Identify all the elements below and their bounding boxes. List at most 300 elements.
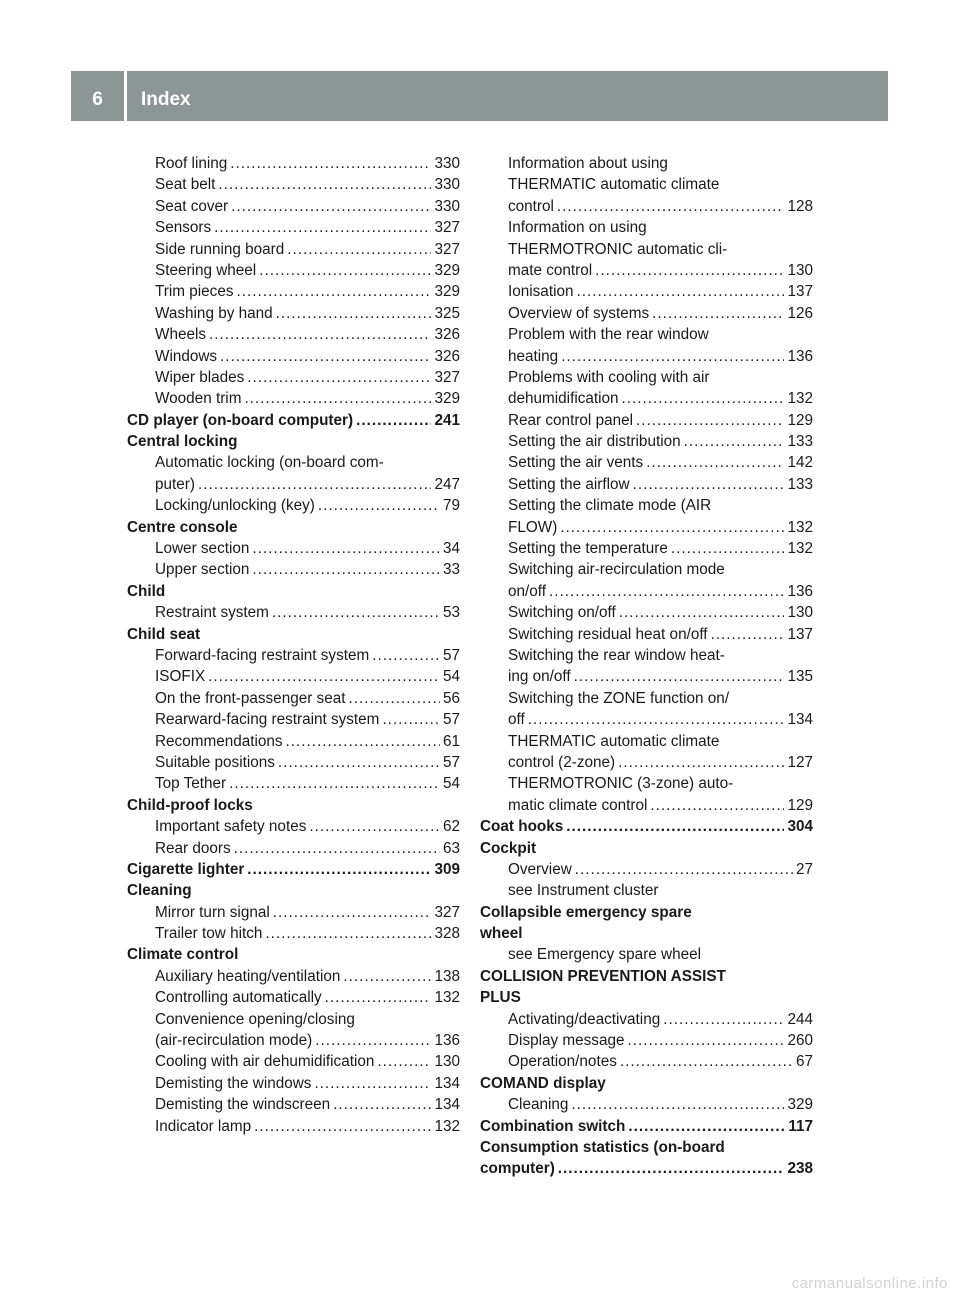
entry-text: Mirror turn signal bbox=[155, 903, 270, 921]
dot-leader bbox=[218, 174, 431, 195]
index-entry bbox=[127, 923, 460, 944]
page-ref: 327 bbox=[434, 903, 460, 921]
dot-leader bbox=[343, 966, 431, 987]
index-entry bbox=[480, 174, 813, 195]
entry-text: Auxiliary heating/ventilation bbox=[155, 967, 341, 985]
index-entry bbox=[127, 666, 460, 687]
dot-leader bbox=[244, 388, 431, 409]
page-ref: 54 bbox=[442, 775, 460, 793]
index-entry bbox=[480, 880, 813, 901]
index-entry bbox=[127, 153, 460, 174]
page-ref: 134 bbox=[787, 711, 813, 729]
dot-leader bbox=[272, 602, 440, 623]
dot-leader bbox=[220, 346, 431, 367]
dot-leader bbox=[208, 666, 440, 687]
entry-text: Rear doors bbox=[155, 839, 231, 857]
dot-leader bbox=[652, 303, 784, 324]
page-ref: 137 bbox=[787, 625, 813, 643]
entry-text: Information about using bbox=[508, 155, 668, 172]
entry-text: PLUS bbox=[480, 989, 521, 1007]
dot-leader bbox=[214, 217, 431, 238]
entry-text: Collapsible emergency spare bbox=[480, 903, 692, 921]
entry-text: Rear control panel bbox=[508, 411, 633, 429]
entry-text: Centre console bbox=[127, 518, 238, 536]
index-entry bbox=[480, 260, 813, 281]
dot-leader bbox=[622, 388, 785, 409]
index-column-right bbox=[480, 153, 813, 1180]
dot-leader bbox=[325, 987, 432, 1008]
entry-text: Washing by hand bbox=[155, 304, 273, 322]
page-ref: 329 bbox=[787, 1096, 813, 1114]
dot-leader bbox=[333, 1094, 431, 1115]
entry-text: Upper section bbox=[155, 561, 250, 579]
dot-leader bbox=[265, 923, 431, 944]
index-heading bbox=[480, 1158, 813, 1179]
entry-text: Lower section bbox=[155, 540, 250, 558]
dot-leader bbox=[377, 1051, 431, 1072]
entry-text: Roof lining bbox=[155, 155, 228, 172]
page-ref: 244 bbox=[787, 1010, 813, 1028]
entry-text: Cooling with air dehumidification bbox=[155, 1053, 375, 1071]
page-ref: 136 bbox=[787, 582, 813, 600]
page-ref: 326 bbox=[434, 326, 460, 344]
entry-text: THERMOTRONIC (3-zone) auto- bbox=[508, 775, 734, 793]
entry-text: Automatic locking (on-board com- bbox=[155, 454, 384, 472]
dot-leader bbox=[528, 709, 785, 730]
dot-leader bbox=[650, 795, 784, 816]
entry-text: Windows bbox=[155, 347, 218, 365]
dot-leader bbox=[230, 153, 431, 174]
entry-text: dehumidification bbox=[508, 390, 619, 408]
index-heading bbox=[127, 581, 460, 602]
index-entry bbox=[127, 731, 460, 752]
index-entry bbox=[480, 196, 813, 217]
index-entry bbox=[480, 153, 813, 174]
dot-leader bbox=[576, 281, 784, 302]
page-ref: 130 bbox=[787, 261, 813, 279]
entry-text: THERMATIC automatic climate bbox=[508, 176, 720, 194]
index-entry bbox=[127, 281, 460, 302]
index-entry bbox=[127, 559, 460, 580]
dot-leader bbox=[619, 602, 785, 623]
index-entry bbox=[127, 538, 460, 559]
page-ref: 127 bbox=[787, 753, 813, 771]
entry-text: Forward-facing restraint system bbox=[155, 646, 370, 664]
index-header-bar bbox=[71, 71, 888, 121]
dot-leader bbox=[236, 281, 431, 302]
index-entry bbox=[480, 1030, 813, 1051]
dot-leader bbox=[574, 666, 785, 687]
entry-text: Sensors bbox=[155, 219, 212, 237]
dot-leader bbox=[382, 709, 440, 730]
entry-text: (air-recirculation mode) bbox=[155, 1032, 313, 1050]
entry-text: Operation/notes bbox=[508, 1053, 617, 1071]
index-entry bbox=[480, 602, 813, 623]
dot-leader bbox=[627, 1030, 784, 1051]
dot-leader bbox=[252, 538, 440, 559]
entry-text: Demisting the windows bbox=[155, 1074, 312, 1092]
page-ref: 330 bbox=[434, 197, 460, 215]
dot-leader bbox=[286, 731, 440, 752]
dot-leader bbox=[636, 410, 784, 431]
entry-text: Wiper blades bbox=[155, 368, 245, 386]
index-heading bbox=[127, 795, 460, 816]
header-divider bbox=[124, 71, 127, 121]
index-entry bbox=[480, 645, 813, 666]
watermark: carmanualsonline.info bbox=[791, 1275, 948, 1292]
dot-leader bbox=[315, 1030, 431, 1051]
index-entry bbox=[127, 474, 460, 495]
entry-text: Climate control bbox=[127, 946, 239, 964]
index-entry bbox=[127, 1094, 460, 1115]
index-heading bbox=[480, 838, 813, 859]
dot-leader bbox=[571, 1094, 784, 1115]
entry-text: Steering wheel bbox=[155, 261, 257, 279]
entry-text: Setting the climate mode (AIR bbox=[508, 497, 712, 515]
page-ref: 134 bbox=[434, 1096, 460, 1114]
entry-text: Problems with cooling with air bbox=[508, 368, 710, 386]
dot-leader bbox=[229, 773, 440, 794]
index-entry bbox=[480, 1009, 813, 1030]
page-ref: 328 bbox=[434, 925, 460, 943]
page-ref: 330 bbox=[434, 155, 460, 172]
index-entry bbox=[480, 281, 813, 302]
entry-text: Setting the airflow bbox=[508, 475, 630, 493]
page-ref: 57 bbox=[442, 711, 460, 729]
page-ref: 133 bbox=[787, 433, 813, 451]
index-entry bbox=[480, 474, 813, 495]
dot-leader bbox=[372, 645, 440, 666]
index-entry bbox=[480, 624, 813, 645]
dot-leader bbox=[259, 260, 431, 281]
dot-leader bbox=[663, 1009, 784, 1030]
index-entry bbox=[127, 966, 460, 987]
entry-text: Switching on/off bbox=[508, 604, 616, 622]
page-ref: 56 bbox=[442, 689, 460, 707]
page-ref: 325 bbox=[434, 304, 460, 322]
page-number: 6 bbox=[92, 89, 103, 110]
entry-text: Switching the rear window heat- bbox=[508, 646, 725, 664]
entry-text: wheel bbox=[480, 925, 523, 943]
index-entry bbox=[480, 388, 813, 409]
dot-leader bbox=[348, 688, 440, 709]
entry-text: ISOFIX bbox=[155, 668, 206, 686]
entry-text: Combination switch bbox=[480, 1117, 626, 1135]
entry-text: see Instrument cluster bbox=[508, 882, 659, 900]
entry-text: Coat hooks bbox=[480, 818, 564, 836]
entry-text: Overview of systems bbox=[508, 304, 650, 322]
page-ref: 33 bbox=[442, 561, 460, 579]
entry-text: see Emergency spare wheel bbox=[508, 946, 702, 964]
index-entry bbox=[480, 517, 813, 538]
page-ref: 327 bbox=[434, 219, 460, 237]
page-ref: 129 bbox=[787, 411, 813, 429]
entry-text: puter) bbox=[155, 475, 195, 493]
index-heading bbox=[127, 624, 460, 645]
dot-leader bbox=[711, 624, 785, 645]
entry-text: Convenience opening/closing bbox=[155, 1010, 355, 1028]
dot-leader bbox=[549, 581, 784, 602]
entry-text: Central locking bbox=[127, 433, 238, 451]
index-entry bbox=[480, 495, 813, 516]
dot-leader bbox=[198, 474, 432, 495]
index-entry bbox=[480, 239, 813, 260]
index-entry bbox=[127, 495, 460, 516]
index-entry bbox=[480, 538, 813, 559]
index-entry bbox=[127, 367, 460, 388]
entry-text: Setting the air vents bbox=[508, 454, 644, 472]
index-heading bbox=[127, 431, 460, 452]
index-entry bbox=[480, 688, 813, 709]
index-entry bbox=[480, 709, 813, 730]
entry-text: Seat cover bbox=[155, 197, 229, 215]
entry-text: Controlling automatically bbox=[155, 989, 322, 1007]
dot-leader bbox=[560, 517, 784, 538]
index-entry bbox=[127, 773, 460, 794]
index-heading bbox=[127, 517, 460, 538]
index-entry bbox=[480, 346, 813, 367]
page-ref: 329 bbox=[434, 261, 460, 279]
page-ref: 130 bbox=[787, 604, 813, 622]
entry-text: Top Tether bbox=[155, 775, 227, 793]
dot-leader bbox=[561, 346, 784, 367]
entry-text: Activating/deactivating bbox=[508, 1010, 661, 1028]
dot-leader bbox=[671, 538, 785, 559]
dot-leader bbox=[231, 196, 431, 217]
page-ref: 309 bbox=[434, 860, 460, 878]
page-ref: 329 bbox=[434, 283, 460, 301]
entry-text: Indicator lamp bbox=[155, 1117, 252, 1135]
page-ref: 54 bbox=[442, 668, 460, 686]
index-entry bbox=[127, 1030, 460, 1051]
index-entry bbox=[127, 645, 460, 666]
entry-text: ing on/off bbox=[508, 668, 571, 686]
entry-text: Important safety notes bbox=[155, 818, 307, 836]
page-ref: 53 bbox=[442, 604, 460, 622]
index-entry bbox=[127, 174, 460, 195]
dot-leader bbox=[628, 1116, 785, 1137]
index-entry bbox=[127, 217, 460, 238]
index-heading bbox=[480, 902, 813, 923]
dot-leader bbox=[314, 1073, 431, 1094]
entry-text: Suitable positions bbox=[155, 753, 275, 771]
index-entry bbox=[127, 324, 460, 345]
entry-text: Switching the ZONE function on/ bbox=[508, 689, 730, 707]
page-ref: 327 bbox=[434, 240, 460, 258]
entry-text: Seat belt bbox=[155, 176, 216, 194]
dot-leader bbox=[566, 816, 784, 837]
entry-text: Side running board bbox=[155, 240, 285, 258]
index-entry bbox=[480, 559, 813, 580]
dot-leader bbox=[558, 1158, 785, 1179]
index-entry bbox=[480, 795, 813, 816]
index-entry bbox=[480, 410, 813, 431]
dot-leader bbox=[276, 303, 432, 324]
index-entry bbox=[127, 1073, 460, 1094]
index-entry bbox=[480, 944, 813, 965]
index-entry bbox=[480, 1051, 813, 1072]
index-entry bbox=[127, 1116, 460, 1137]
page-ref: 327 bbox=[434, 368, 460, 386]
dot-leader bbox=[247, 859, 431, 880]
dot-leader bbox=[595, 260, 784, 281]
page-ref: 260 bbox=[787, 1032, 813, 1050]
page-ref: 132 bbox=[787, 540, 813, 558]
index-entry bbox=[127, 709, 460, 730]
index-entry bbox=[127, 239, 460, 260]
dot-leader bbox=[309, 816, 440, 837]
dot-leader bbox=[278, 752, 440, 773]
index-entry bbox=[127, 987, 460, 1008]
index-entry bbox=[480, 1094, 813, 1115]
index-heading bbox=[480, 923, 813, 944]
page-ref: 130 bbox=[434, 1053, 460, 1071]
index-column-left bbox=[127, 153, 460, 1137]
entry-text: Ionisation bbox=[508, 283, 574, 301]
index-entry bbox=[127, 196, 460, 217]
page-ref: 238 bbox=[787, 1160, 813, 1178]
page-ref: 132 bbox=[434, 1117, 460, 1135]
entry-text: on/off bbox=[508, 582, 546, 600]
page-ref: 57 bbox=[442, 753, 460, 771]
entry-text: Locking/unlocking (key) bbox=[155, 497, 315, 515]
entry-text: Problem with the rear window bbox=[508, 326, 709, 344]
dot-leader bbox=[209, 324, 431, 345]
entry-text: THERMATIC automatic climate bbox=[508, 732, 720, 750]
index-entry bbox=[127, 902, 460, 923]
page-ref: 247 bbox=[434, 475, 460, 493]
entry-text: Rearward-facing restraint system bbox=[155, 711, 380, 729]
index-entry bbox=[127, 452, 460, 473]
dot-leader bbox=[557, 196, 785, 217]
page-ref: 62 bbox=[442, 818, 460, 836]
dot-leader bbox=[318, 495, 440, 516]
entry-text: COLLISION PREVENTION ASSIST bbox=[480, 967, 726, 985]
entry-text: CD player (on-board computer) bbox=[127, 411, 354, 429]
index-entry bbox=[127, 688, 460, 709]
entry-text: COMAND display bbox=[480, 1074, 606, 1092]
dot-leader bbox=[273, 902, 432, 923]
index-heading bbox=[480, 987, 813, 1008]
page-ref: 117 bbox=[788, 1117, 813, 1135]
entry-text: Information on using bbox=[508, 219, 647, 237]
entry-text: Cigarette lighter bbox=[127, 860, 245, 878]
index-entry bbox=[480, 431, 813, 452]
dot-leader bbox=[633, 474, 785, 495]
page-title: Index bbox=[141, 89, 191, 110]
dot-leader bbox=[646, 452, 784, 473]
entry-text: control (2-zone) bbox=[508, 753, 616, 771]
entry-text: FLOW) bbox=[508, 518, 558, 536]
page-ref: 137 bbox=[787, 283, 813, 301]
page-ref: 128 bbox=[787, 197, 813, 215]
entry-text: Recommendations bbox=[155, 732, 283, 750]
page-ref: 57 bbox=[442, 646, 460, 664]
index-entry bbox=[127, 816, 460, 837]
index-entry bbox=[480, 859, 813, 880]
page-ref: 135 bbox=[787, 668, 813, 686]
entry-text: Switching residual heat on/off bbox=[508, 625, 708, 643]
index-entry bbox=[480, 581, 813, 602]
index-entry bbox=[480, 452, 813, 473]
index-entry bbox=[127, 303, 460, 324]
page-ref: 61 bbox=[442, 732, 460, 750]
index-entry bbox=[127, 838, 460, 859]
page-ref: 132 bbox=[787, 518, 813, 536]
entry-text: Restraint system bbox=[155, 604, 269, 622]
entry-text: Setting the temperature bbox=[508, 540, 668, 558]
entry-text: Setting the air distribution bbox=[508, 433, 681, 451]
index-entry bbox=[480, 324, 813, 345]
entry-text: heating bbox=[508, 347, 559, 365]
entry-text: Switching air-recirculation mode bbox=[508, 561, 725, 579]
page-ref: 34 bbox=[442, 540, 460, 558]
index-entry bbox=[480, 752, 813, 773]
page-ref: 27 bbox=[795, 860, 813, 878]
page-ref: 304 bbox=[787, 818, 813, 836]
index-entry bbox=[480, 367, 813, 388]
index-heading bbox=[480, 966, 813, 987]
index-heading bbox=[127, 410, 460, 431]
page-ref: 67 bbox=[795, 1053, 813, 1071]
entry-text: control bbox=[508, 197, 554, 215]
page-ref: 138 bbox=[434, 967, 460, 985]
page-ref: 126 bbox=[787, 304, 813, 322]
entry-text: Child bbox=[127, 582, 166, 600]
entry-text: Wooden trim bbox=[155, 390, 242, 408]
entry-text: Wheels bbox=[155, 326, 207, 344]
page-ref: 330 bbox=[434, 176, 460, 194]
index-heading bbox=[480, 1116, 813, 1137]
index-heading bbox=[127, 944, 460, 965]
page-ref: 79 bbox=[442, 497, 460, 515]
index-entry bbox=[480, 666, 813, 687]
dot-leader bbox=[620, 1051, 793, 1072]
entry-text: Overview bbox=[508, 860, 572, 878]
dot-leader bbox=[247, 367, 431, 388]
page-ref: 326 bbox=[434, 347, 460, 365]
entry-text: Child seat bbox=[127, 625, 201, 643]
entry-text: Cleaning bbox=[508, 1096, 569, 1114]
index-heading bbox=[127, 880, 460, 901]
index-heading bbox=[480, 816, 813, 837]
page-ref: 132 bbox=[434, 989, 460, 1007]
page-ref: 132 bbox=[787, 390, 813, 408]
dot-leader bbox=[252, 559, 440, 580]
index-entry bbox=[480, 773, 813, 794]
entry-text: Cockpit bbox=[480, 839, 537, 857]
page-ref: 329 bbox=[434, 390, 460, 408]
entry-text: Consumption statistics (on-board bbox=[480, 1138, 725, 1156]
page-ref: 136 bbox=[434, 1032, 460, 1050]
page-ref: 133 bbox=[787, 475, 813, 493]
index-entry bbox=[480, 303, 813, 324]
entry-text: Trailer tow hitch bbox=[155, 925, 263, 943]
page-ref: 241 bbox=[434, 411, 460, 429]
entry-text: computer) bbox=[480, 1160, 555, 1178]
index-heading bbox=[480, 1137, 813, 1158]
page-ref: 134 bbox=[434, 1074, 460, 1092]
index-heading bbox=[127, 859, 460, 880]
index-entry bbox=[127, 1009, 460, 1030]
dot-leader bbox=[254, 1116, 431, 1137]
entry-text: Cleaning bbox=[127, 882, 192, 900]
index-entry bbox=[480, 217, 813, 238]
index-entry bbox=[127, 1051, 460, 1072]
index-entry bbox=[127, 346, 460, 367]
dot-leader bbox=[287, 239, 431, 260]
dot-leader bbox=[684, 431, 785, 452]
